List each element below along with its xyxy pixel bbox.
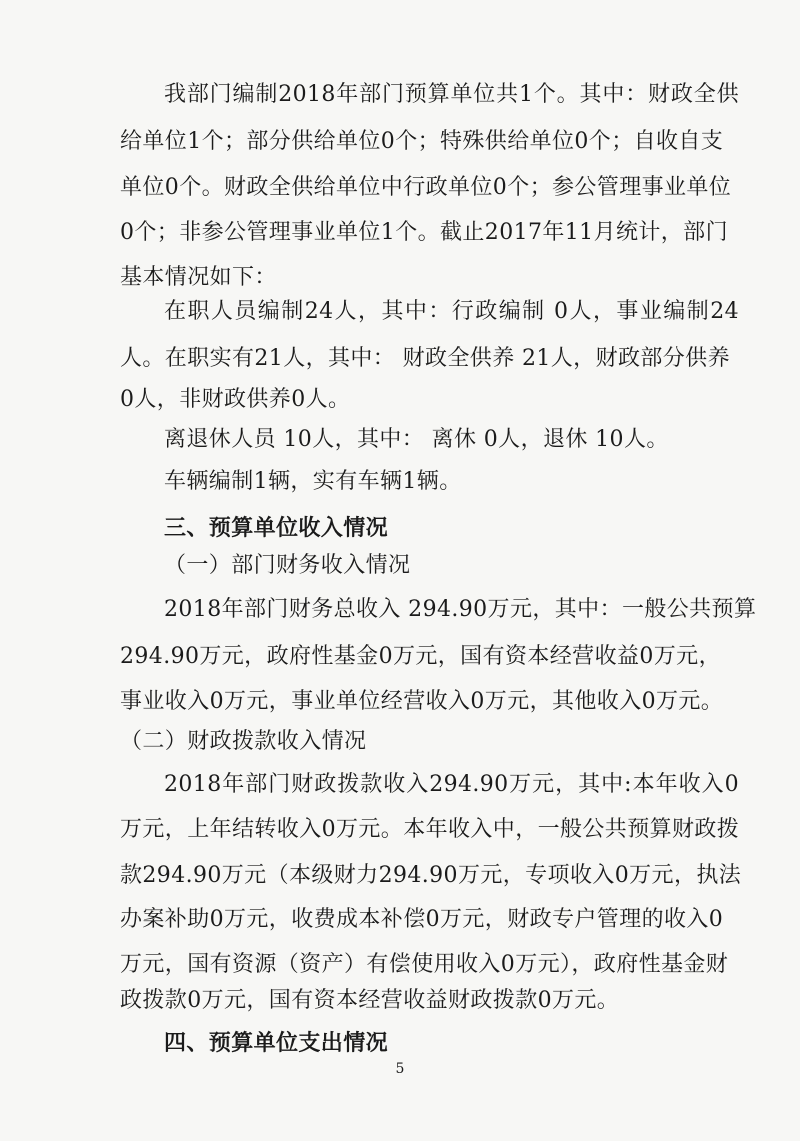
section-heading: 三、预算单位收入情况 — [164, 515, 389, 541]
paragraph-line: 单位0个。财政全供给单位中行政单位0个；参公管理事业单位 — [120, 175, 732, 200]
subsection-heading: （二）财政拨款收入情况 — [120, 729, 367, 754]
section-heading: 四、预算单位支出情况 — [164, 1030, 389, 1056]
paragraph-line: 万元，国有资源（资产）有偿使用收入0万元），政府性基金财 — [120, 952, 729, 977]
paragraph-line: 在职人员编制24人，其中：行政编制 0人，事业编制24 — [164, 299, 739, 324]
paragraph-line: 0人，非财政供养0人。 — [120, 387, 351, 412]
paragraph-line: 我部门编制2018年部门预算单位共1个。其中：财政全供 — [164, 82, 739, 107]
paragraph-line: 离退休人员 10人，其中： 离休 0人，退休 10人。 — [164, 427, 669, 452]
paragraph-line: 人。在职实有21人，其中： 财政全供养 21人，财政部分供养 — [120, 346, 730, 371]
paragraph-line: 办案补助0万元，收费成本补偿0万元，财政专户管理的收入0 — [120, 907, 724, 932]
subsection-heading: （一）部门财务收入情况 — [164, 553, 411, 578]
page-number: 5 — [395, 1061, 405, 1077]
paragraph-line: 给单位1个；部分供给单位0个；特殊供给单位0个；自收自支 — [120, 129, 724, 154]
paragraph-line: 款294.90万元（本级财力294.90万元，专项收入0万元，执法 — [120, 863, 742, 888]
paragraph-line: 万元，上年结转收入0万元。本年收入中，一般公共预算财政拨 — [120, 817, 740, 842]
paragraph-line: 基本情况如下： — [120, 265, 277, 290]
paragraph-line: 车辆编制1辆，实有车辆1辆。 — [164, 469, 462, 494]
paragraph-line: 2018年部门财政拨款收入294.90万元，其中:本年收入0 — [164, 772, 739, 797]
paragraph-line: 0个；非参公管理事业单位1个。截止2017年11月统计，部门 — [120, 220, 728, 245]
paragraph-line: 政拨款0万元，国有资本经营收益财政拨款0万元。 — [120, 988, 620, 1013]
paragraph-line: 294.90万元，政府性基金0万元，国有资本经营收益0万元， — [120, 644, 721, 669]
paragraph-line: 事业收入0万元，事业单位经营收入0万元，其他收入0万元。 — [120, 689, 724, 714]
paragraph-line: 2018年部门财务总收入 294.90万元，其中：一般公共预算 — [164, 597, 757, 622]
